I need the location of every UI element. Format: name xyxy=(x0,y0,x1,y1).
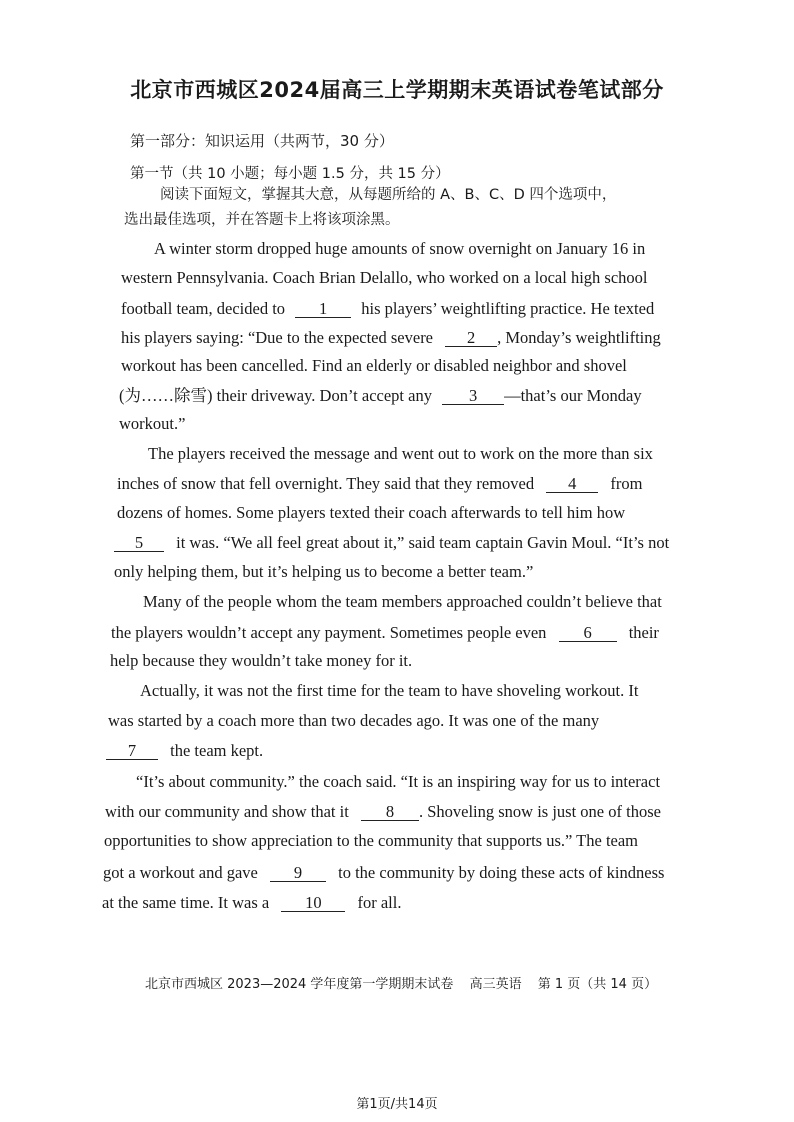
passage-line: The players received the message and went out to work on the more than six xyxy=(148,444,653,463)
passage-line: western Pennsylvania. Coach Brian Delallo, who worked on a local high school xyxy=(121,268,648,287)
passage-line: Many of the people whom the team members approached couldn’t believe that xyxy=(143,592,662,611)
passage-line xyxy=(114,534,669,552)
passage-text: with our community and show that it xyxy=(105,802,349,821)
passage-line: Actually, it was not the first time for the team to have shoveling workout. It xyxy=(140,681,639,700)
passage-text: inches of snow that fell overnight. They said that they removed xyxy=(117,474,535,493)
passage-text: —that’s our Monday xyxy=(504,386,642,405)
passage-line xyxy=(121,300,654,318)
passage-text: their xyxy=(628,623,659,642)
passage-text: to the community by doing these acts of kindness xyxy=(338,863,665,882)
passage-text: for all. xyxy=(357,893,402,912)
section-heading: 第一部分：知识运用（共两节，30 分） xyxy=(130,132,394,150)
page-title: 北京市西城区2024届高三上学期期末英语试卷笔试部分 xyxy=(130,78,664,102)
page-footer xyxy=(145,973,669,992)
footer-exam-name: 北京市西城区 2023—2024 学年度第一学期期末试卷 xyxy=(145,977,454,992)
blank-10: 10 xyxy=(281,894,345,912)
passage-line: workout.” xyxy=(119,414,186,433)
passage-line: “It’s about community.” the coach said. “It is an inspiring way for us to interact xyxy=(136,772,661,791)
blank-2: 2 xyxy=(445,329,497,347)
passage-text: football team, decided to xyxy=(121,299,286,318)
footer-page: 第 1 页（共 14 页） xyxy=(537,977,658,992)
passage-line xyxy=(103,864,664,882)
passage-line xyxy=(106,742,263,760)
passage-text: his players’ weightlifting practice. He texted xyxy=(361,299,655,318)
instruction-line: 选出最佳选项，并在答题卡上将该项涂黑。 xyxy=(124,212,400,228)
blank-1: 1 xyxy=(295,300,351,318)
passage-line: workout has been cancelled. Find an elderly or disabled neighbor and shovel xyxy=(121,356,627,375)
passage-line: help because they wouldn’t take money for it. xyxy=(110,651,413,670)
passage-line xyxy=(121,329,661,347)
passage-line: dozens of homes. Some players texted their coach afterwards to tell him how xyxy=(117,503,626,522)
blank-8: 8 xyxy=(361,803,419,821)
passage-text: (为……除雪) their driveway. Don’t accept any xyxy=(119,386,432,405)
instruction-line: 阅读下面短文，掌握其大意，从每题所给的 A、B、C、D 四个选项中， xyxy=(160,187,617,203)
footer-subject: 高三英语 xyxy=(469,977,522,992)
blank-3: 3 xyxy=(442,387,504,405)
blank-5: 5 xyxy=(114,534,164,552)
passage-line: only helping them, but it’s helping us to become a better team.” xyxy=(114,562,534,581)
blank-9: 9 xyxy=(270,864,326,882)
passage-line xyxy=(105,803,661,821)
passage-line xyxy=(119,387,642,405)
blank-7: 7 xyxy=(106,742,158,760)
passage-text: , Monday’s weightlifting xyxy=(497,328,661,347)
passage-line: A winter storm dropped huge amounts of snow overnight on January 16 in xyxy=(154,239,646,258)
passage-text: it was. “We all feel great about it,” said team captain Gavin Moul. “It’s not xyxy=(176,533,670,552)
passage-text: the players wouldn’t accept any payment. Sometimes people even xyxy=(111,623,547,642)
subsection-heading: 第一节（共 10 小题；每小题 1.5 分，共 15 分） xyxy=(130,166,450,182)
blank-4: 4 xyxy=(546,475,598,493)
passage-line xyxy=(117,475,642,493)
passage-text: his players saying: “Due to the expected severe xyxy=(121,328,434,347)
passage-text: . Shoveling snow is just one of those xyxy=(418,802,661,821)
passage-text: at the same time. It was a xyxy=(102,893,270,912)
passage-line: was started by a coach more than two decades ago. It was one of the many xyxy=(108,711,600,730)
passage-line: opportunities to show appreciation to the community that supports us.” The team xyxy=(104,831,639,850)
blank-6: 6 xyxy=(559,624,617,642)
passage-text: the team kept. xyxy=(170,741,264,760)
passage-line xyxy=(102,894,401,912)
passage-line xyxy=(111,624,659,642)
passage-text: from xyxy=(610,474,643,493)
page-indicator: 第1页/共14页 xyxy=(356,1097,438,1112)
passage-text: got a workout and gave xyxy=(103,863,258,882)
